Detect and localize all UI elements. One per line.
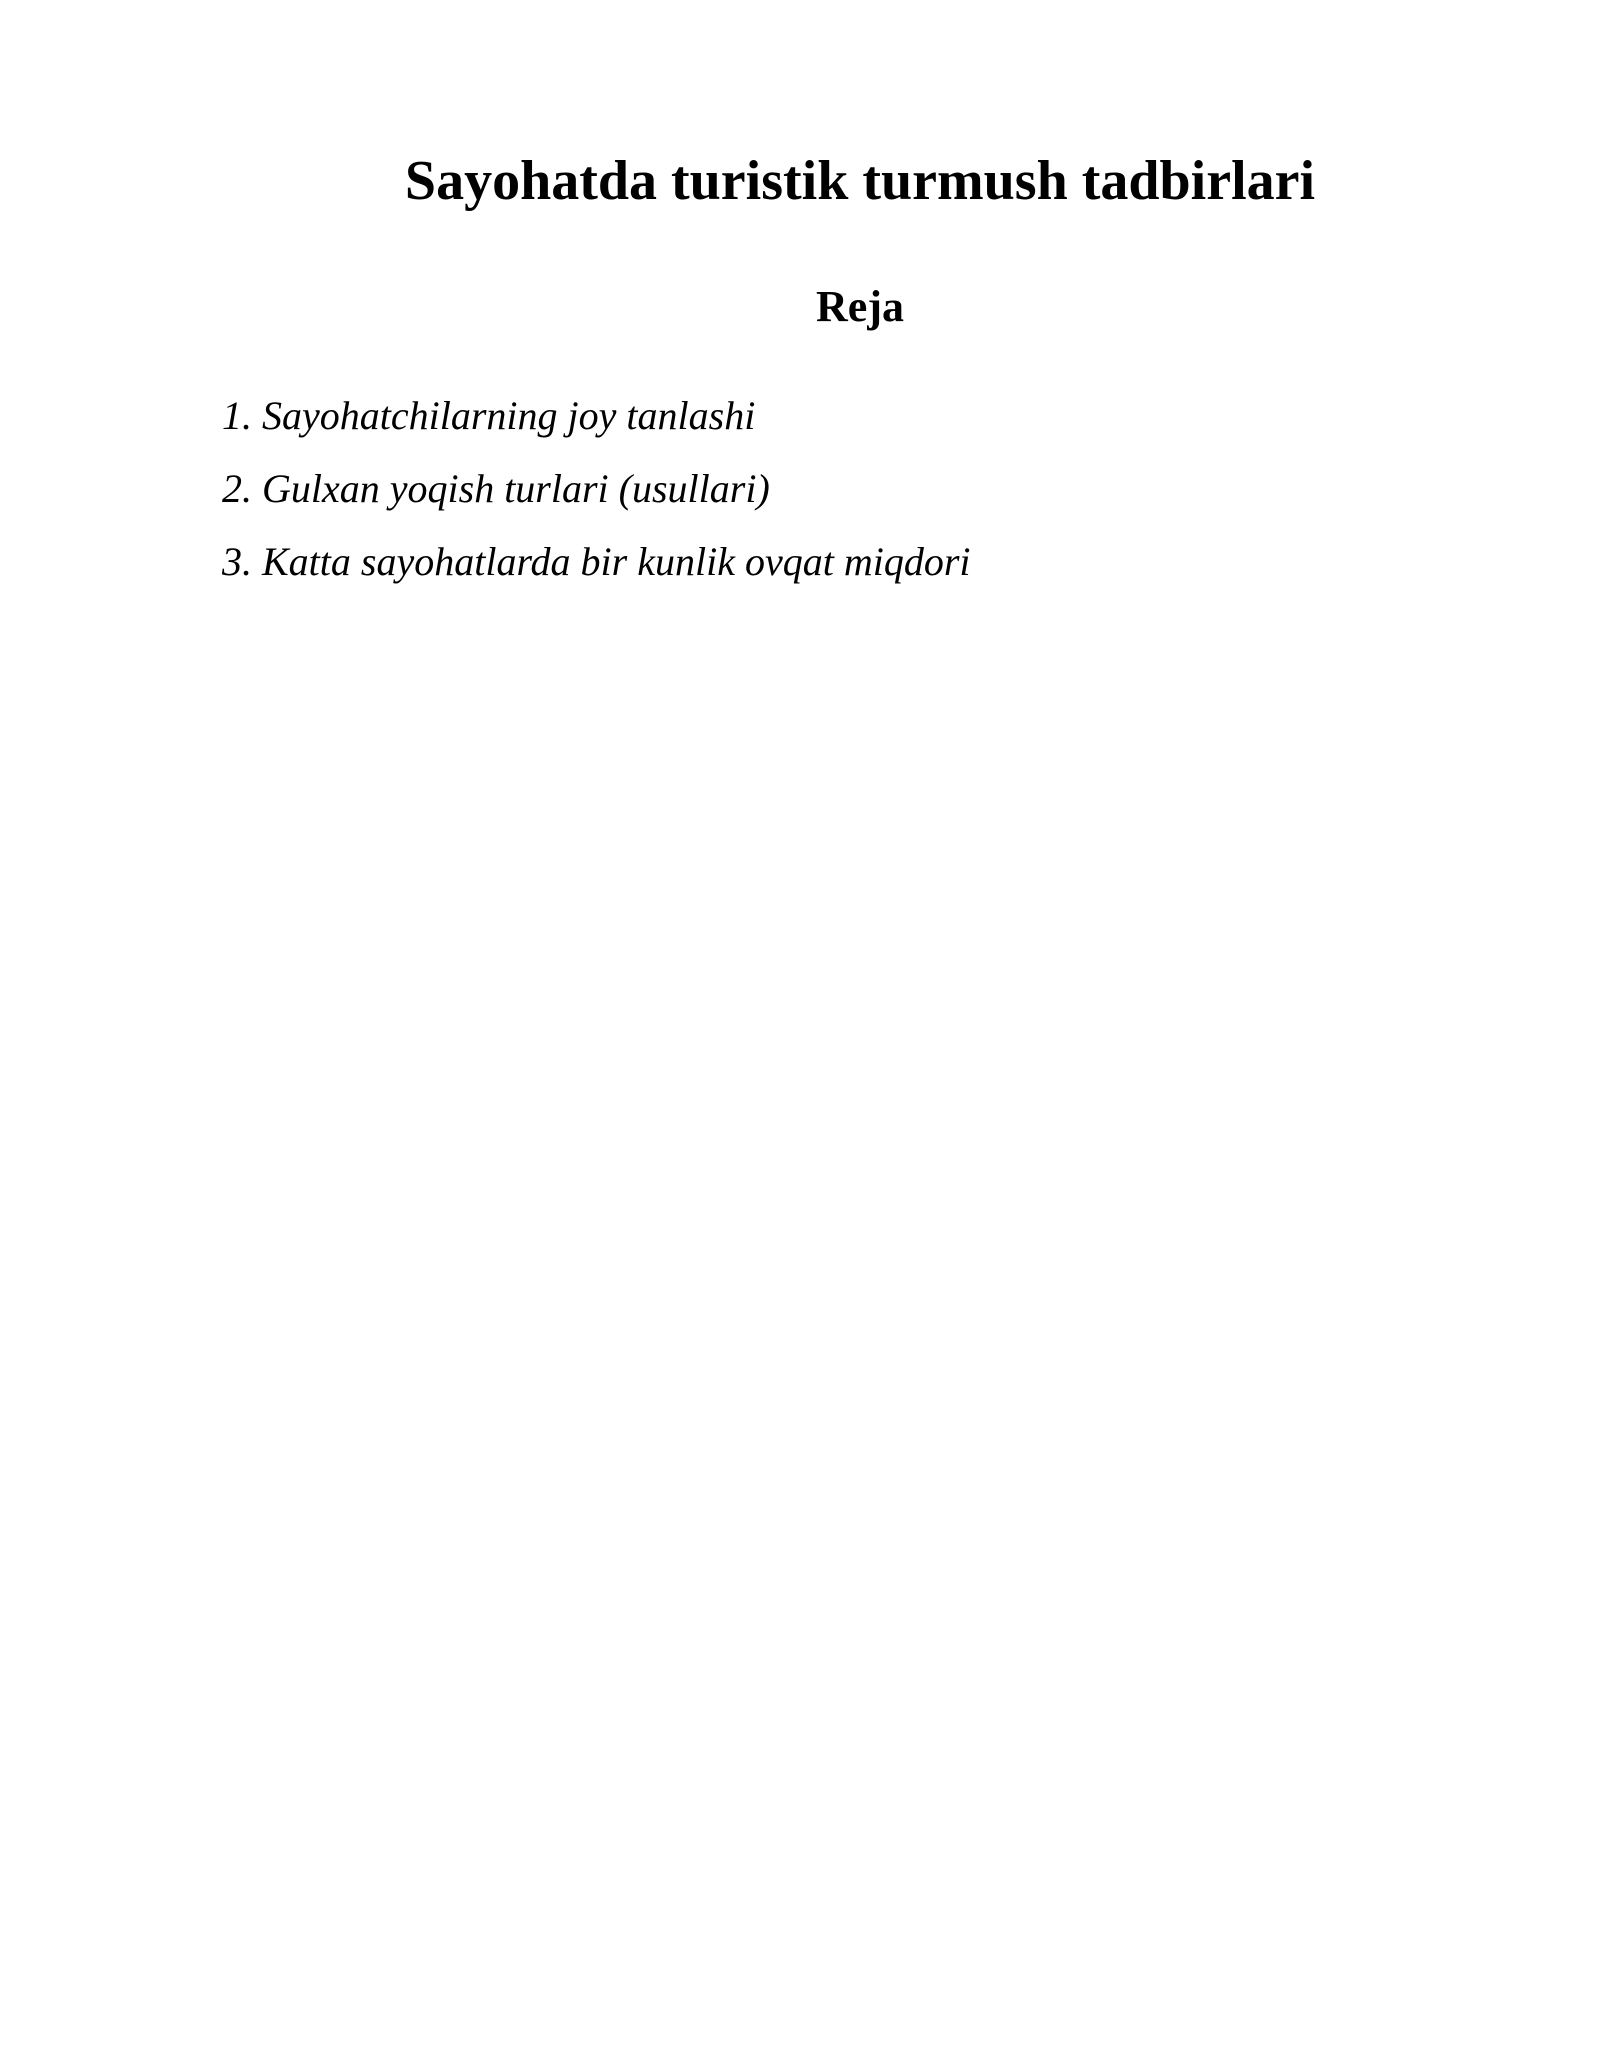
list-item-number: 2.: [222, 466, 252, 511]
list-item-text: Gulxan yoqish turlari (usullari): [262, 466, 770, 511]
list-item: [222, 392, 971, 465]
section-heading: Reja: [816, 282, 904, 331]
list-item-number: 1.: [222, 393, 252, 438]
list-item: [222, 465, 971, 538]
list-item-number: 3.: [222, 539, 252, 584]
list-item-text: Sayohatchilarning joy tanlashi: [262, 393, 756, 438]
page-title: Sayohatda turistik turmush tadbirlari: [404, 150, 1316, 212]
list-item-text: Katta sayohatlarda bir kunlik ovqat miqdori: [262, 539, 971, 584]
list-item: [222, 538, 971, 611]
plan-list: [222, 392, 971, 611]
